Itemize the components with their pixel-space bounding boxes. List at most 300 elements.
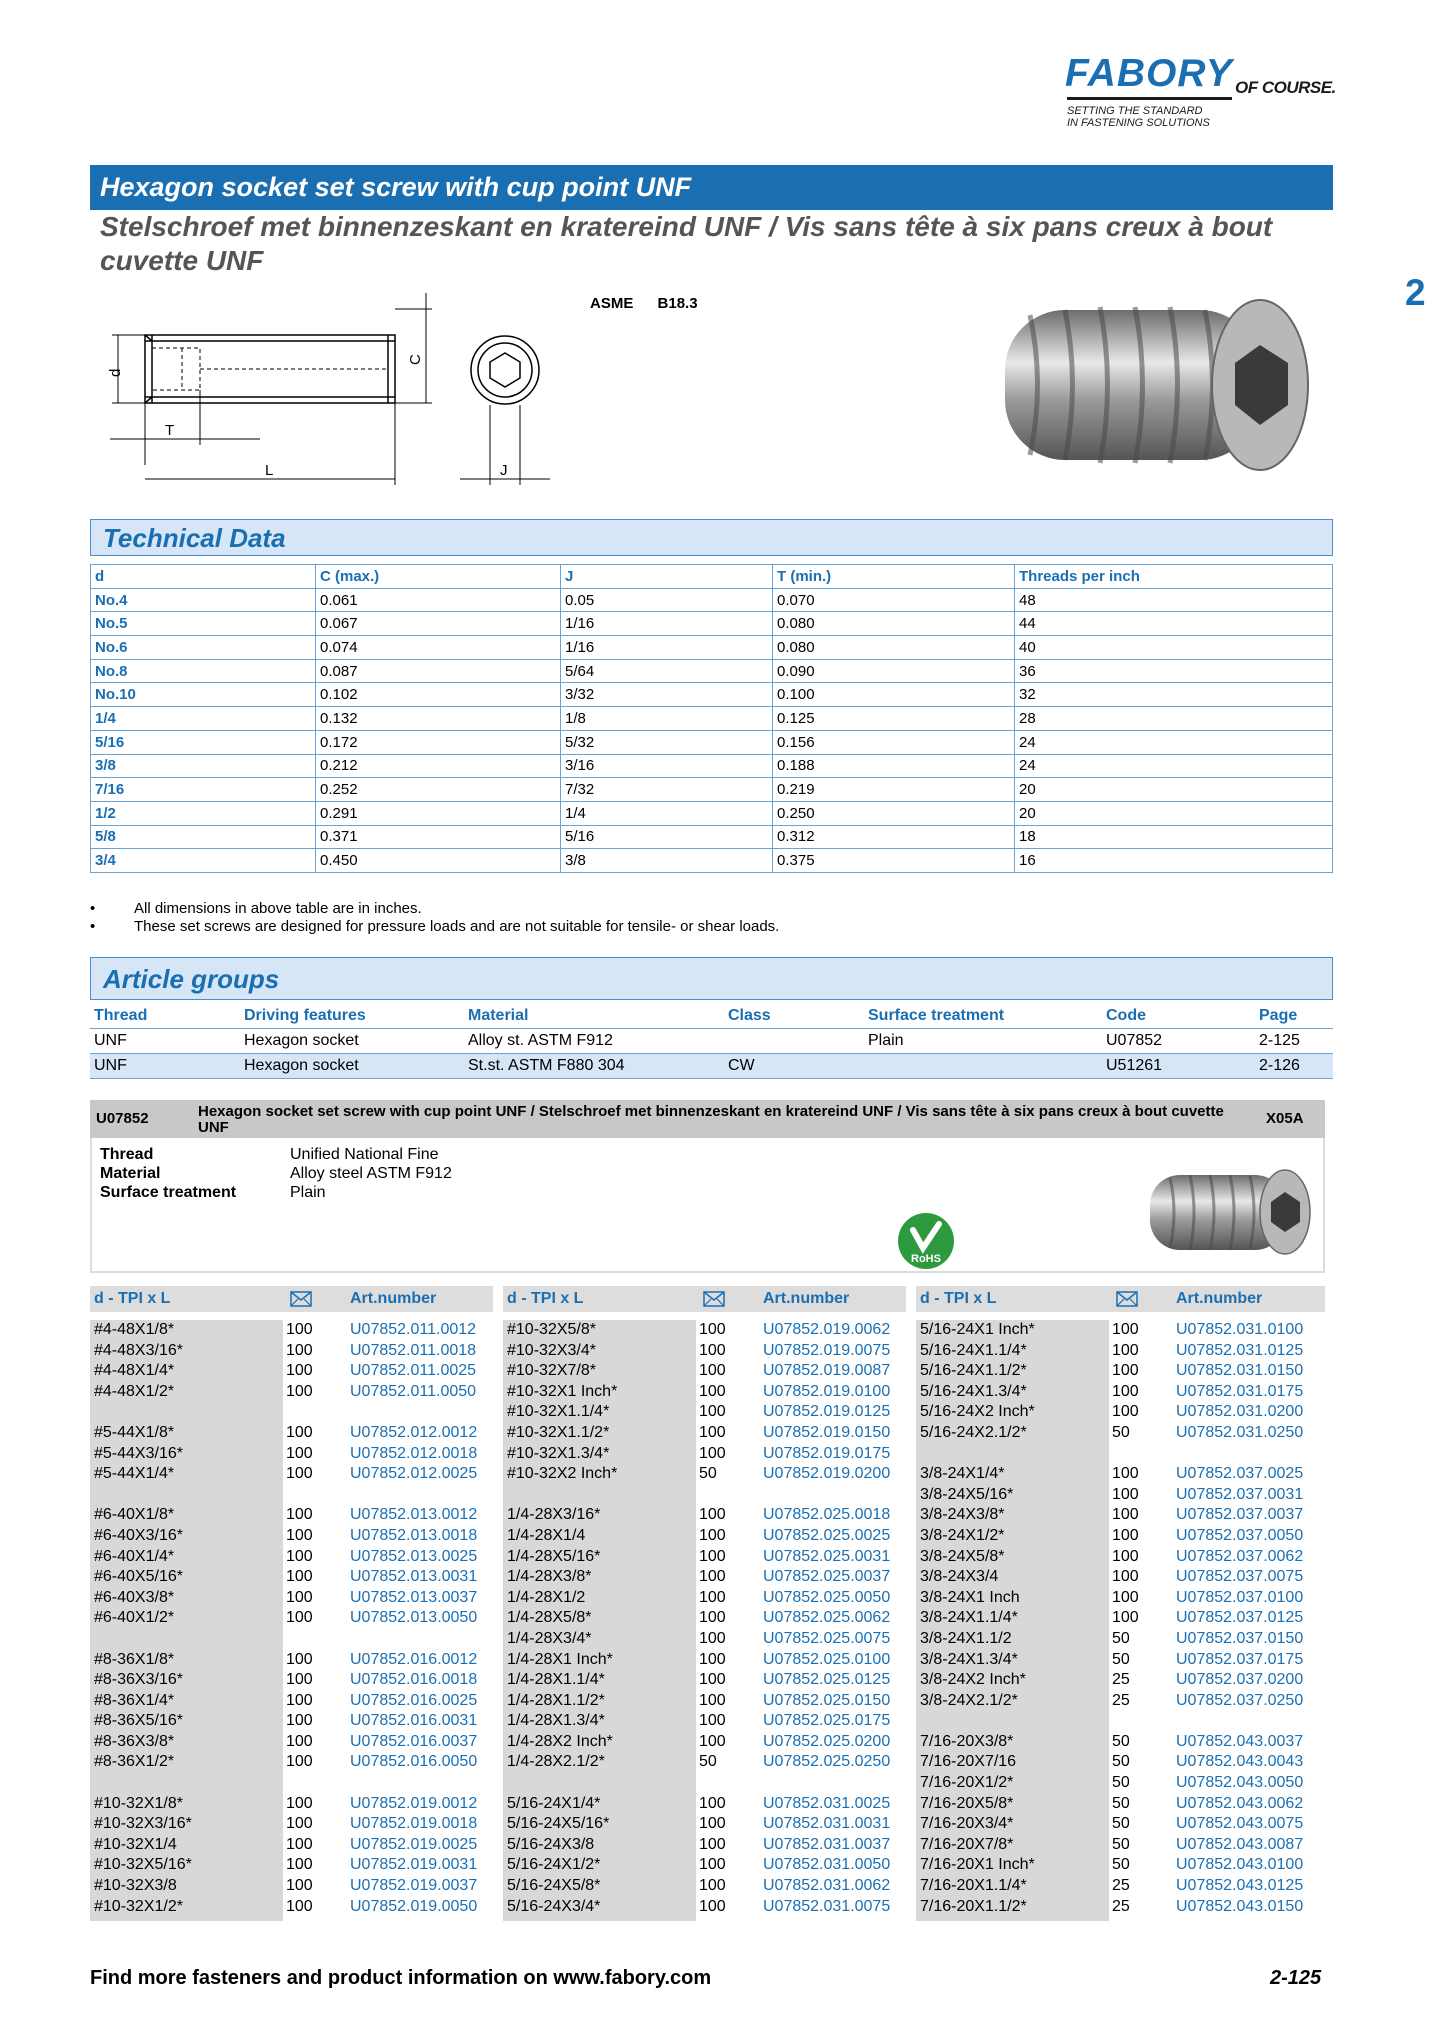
item-art-number-link[interactable]: U07852.031.0075: [763, 1897, 891, 1915]
article-list-column: [90, 1320, 493, 1917]
list-item[interactable]: [916, 1423, 1325, 1444]
product-properties: [100, 1145, 452, 1202]
list-item[interactable]: [503, 1835, 906, 1856]
item-art-number-link[interactable]: U07852.031.0250: [1176, 1423, 1304, 1441]
list-item[interactable]: [916, 1402, 1325, 1423]
item-art-number-link[interactable]: U07852.025.0250: [763, 1753, 891, 1771]
list-item[interactable]: [916, 1814, 1325, 1835]
item-quantity: 100: [286, 1712, 313, 1730]
list-item[interactable]: [90, 1855, 493, 1876]
table-cell: 3/8: [561, 849, 773, 873]
prop-key: Thread: [100, 1146, 154, 1163]
item-art-number-link[interactable]: U07852.037.0250: [1176, 1691, 1304, 1709]
item-quantity: 100: [286, 1382, 313, 1400]
list-item[interactable]: [916, 1752, 1325, 1773]
spacer-row: [503, 1485, 906, 1506]
item-art-number-link[interactable]: U07852.011.0050: [350, 1382, 477, 1400]
list-item[interactable]: [503, 1526, 906, 1547]
list-item[interactable]: [916, 1547, 1325, 1568]
item-art-number-link[interactable]: U07852.043.0087: [1176, 1835, 1304, 1853]
item-quantity: 100: [1112, 1506, 1139, 1524]
item-art-number-link[interactable]: U07852.043.0037: [1176, 1732, 1304, 1750]
table-cell: 0.067: [316, 612, 561, 636]
table-cell: 24: [1015, 754, 1333, 778]
item-art-number-link[interactable]: U07852.013.0025: [350, 1547, 478, 1565]
logo-rule: [1067, 97, 1232, 100]
item-art-number-link[interactable]: U07852.019.0150: [763, 1423, 891, 1441]
table-cell: No.4: [91, 588, 316, 612]
item-size: 3/8-24X1.3/4*: [920, 1650, 1018, 1668]
list-item[interactable]: [90, 1361, 493, 1382]
note-item: • These set screws are designed for pressure loads and are not suitable for tensile- or shear loads.: [90, 918, 779, 936]
item-size: 1/4-28X5/8*: [507, 1609, 592, 1627]
table-cell: UNF: [90, 1029, 240, 1054]
table-header-row: [91, 565, 1333, 589]
item-art-number-link[interactable]: U07852.031.0031: [763, 1815, 891, 1833]
table-cell: U51261: [1102, 1054, 1255, 1079]
item-art-number-link[interactable]: U07852.012.0025: [350, 1465, 478, 1483]
item-art-number-link[interactable]: U07852.037.0100: [1176, 1588, 1304, 1606]
technical-data-table: [90, 564, 1333, 873]
item-size: 3/8-24X2 Inch*: [920, 1671, 1026, 1689]
rohs-badge-icon: [895, 1210, 957, 1272]
table-cell: 1/16: [561, 612, 773, 636]
item-size: #5-44X3/16*: [94, 1444, 183, 1462]
item-art-number-link[interactable]: U07852.013.0031: [350, 1568, 478, 1586]
item-art-number-link[interactable]: U07852.037.0150: [1176, 1629, 1304, 1647]
item-quantity: 100: [699, 1815, 726, 1833]
list-item[interactable]: [916, 1876, 1325, 1897]
item-quantity: 100: [699, 1362, 726, 1380]
technical-drawing: [100, 285, 580, 495]
item-size: 7/16-20X5/8*: [920, 1794, 1014, 1812]
item-art-number-link[interactable]: U07852.016.0012: [350, 1650, 478, 1668]
list-item[interactable]: [503, 1402, 906, 1423]
item-art-number-link[interactable]: U07852.025.0125: [763, 1671, 891, 1689]
item-art-number-link[interactable]: U07852.016.0025: [350, 1691, 478, 1709]
table-cell: 7/32: [561, 778, 773, 802]
item-art-number-link[interactable]: U07852.043.0125: [1176, 1877, 1304, 1895]
item-size: #6-40X5/16*: [94, 1568, 183, 1586]
list-item[interactable]: [90, 1382, 493, 1403]
table-cell: 0.375: [773, 849, 1015, 873]
table-cell: 44: [1015, 612, 1333, 636]
item-size: 5/16-24X1 Inch*: [920, 1321, 1035, 1338]
list-item[interactable]: [916, 1670, 1325, 1691]
item-art-number-link[interactable]: U07852.037.0050: [1176, 1526, 1304, 1544]
list-item[interactable]: [90, 1320, 493, 1341]
item-size: 7/16-20X1/2*: [920, 1774, 1014, 1792]
list-item[interactable]: [90, 1444, 493, 1465]
list-item[interactable]: [916, 1464, 1325, 1485]
spacer-row: [916, 1444, 1325, 1465]
item-size: #6-40X1/4*: [94, 1547, 175, 1565]
item-size: 1/4-28X1/2: [507, 1588, 586, 1606]
item-art-number-link[interactable]: U07852.043.0150: [1176, 1897, 1304, 1915]
list-item[interactable]: [503, 1567, 906, 1588]
item-quantity: 100: [699, 1712, 726, 1730]
table-cell[interactable]: 2-126: [1255, 1054, 1333, 1079]
prop-key: Material: [100, 1165, 161, 1182]
table-cell: 0.291: [316, 801, 561, 825]
table-cell: 0.371: [316, 825, 561, 849]
list-item[interactable]: [90, 1526, 493, 1547]
list-item[interactable]: [90, 1691, 493, 1712]
item-art-number-link[interactable]: U07852.013.0037: [350, 1588, 478, 1606]
item-art-number-link[interactable]: U07852.031.0025: [763, 1794, 891, 1812]
item-art-number-link[interactable]: U07852.025.0062: [763, 1609, 891, 1627]
list-item[interactable]: [90, 1670, 493, 1691]
item-art-number-link[interactable]: U07852.019.0062: [763, 1321, 891, 1338]
item-size: #10-32X1 Inch*: [507, 1382, 618, 1400]
table-cell: No.5: [91, 612, 316, 636]
table-cell: Alloy st. ASTM F912: [464, 1029, 724, 1054]
item-quantity: 100: [699, 1691, 726, 1709]
item-quantity: 50: [699, 1465, 717, 1483]
column-header: Surface treatment: [864, 1004, 1102, 1029]
list-item[interactable]: [916, 1382, 1325, 1403]
list-item[interactable]: [503, 1444, 906, 1465]
table-row: [91, 636, 1333, 660]
item-size: 5/16-24X1/2*: [507, 1856, 601, 1874]
item-art-number-link[interactable]: U07852.037.0037: [1176, 1506, 1304, 1524]
item-art-number-link[interactable]: U07852.025.0037: [763, 1568, 891, 1586]
item-art-number-link[interactable]: U07852.013.0012: [350, 1506, 478, 1524]
item-quantity: 100: [1112, 1465, 1139, 1483]
item-quantity: 25: [1112, 1691, 1130, 1709]
table-cell: 1/8: [561, 707, 773, 731]
list-item[interactable]: [503, 1855, 906, 1876]
item-art-number-link[interactable]: U07852.037.0025: [1176, 1465, 1304, 1483]
item-quantity: 100: [286, 1423, 313, 1441]
technical-data-heading: Technical Data: [90, 519, 1333, 556]
item-size: 3/8-24X5/16*: [920, 1485, 1014, 1503]
table-cell: 7/16: [91, 778, 316, 802]
item-size: #5-44X1/8*: [94, 1423, 175, 1441]
item-quantity: 100: [286, 1547, 313, 1565]
list-item[interactable]: [90, 1423, 493, 1444]
list-item[interactable]: [90, 1876, 493, 1897]
list-item[interactable]: [503, 1505, 906, 1526]
art-number-column-header: Art.number: [763, 1290, 850, 1307]
item-quantity: 50: [699, 1753, 717, 1771]
item-quantity: 100: [1112, 1547, 1139, 1565]
item-size: #8-36X1/2*: [94, 1753, 175, 1771]
list-item[interactable]: [503, 1382, 906, 1403]
item-quantity: 100: [699, 1835, 726, 1853]
item-size: 1/4-28X3/4*: [507, 1629, 592, 1647]
list-item[interactable]: [916, 1485, 1325, 1506]
item-size: #5-44X1/4*: [94, 1465, 175, 1483]
item-art-number-link[interactable]: U07852.012.0012: [350, 1423, 478, 1441]
item-size: 5/16-24X2 Inch*: [920, 1403, 1035, 1421]
list-item[interactable]: [90, 1608, 493, 1629]
item-size: #10-32X1/4: [94, 1835, 177, 1853]
item-art-number-link[interactable]: U07852.019.0200: [763, 1465, 891, 1483]
item-quantity: 100: [699, 1588, 726, 1606]
list-item[interactable]: [503, 1876, 906, 1897]
list-item[interactable]: [503, 1547, 906, 1568]
prop-value: Alloy steel ASTM F912: [290, 1165, 452, 1182]
item-art-number-link[interactable]: U07852.043.0050: [1176, 1774, 1304, 1792]
table-cell: 0.070: [773, 588, 1015, 612]
table-cell: No.8: [91, 659, 316, 683]
item-quantity: 25: [1112, 1671, 1130, 1689]
item-art-number-link[interactable]: U07852.016.0037: [350, 1732, 478, 1750]
item-art-number-link[interactable]: U07852.019.0037: [350, 1877, 478, 1895]
table-row: [91, 612, 1333, 636]
item-quantity: 25: [1112, 1877, 1130, 1895]
item-art-number-link[interactable]: U07852.016.0031: [350, 1712, 478, 1730]
table-cell: 5/64: [561, 659, 773, 683]
list-item[interactable]: [503, 1361, 906, 1382]
list-item[interactable]: [916, 1732, 1325, 1753]
table-row[interactable]: [90, 1029, 1333, 1054]
item-size: 1/4-28X1.1/2*: [507, 1691, 605, 1709]
item-art-number-link[interactable]: U07852.019.0025: [350, 1835, 478, 1853]
envelope-icon: [703, 1291, 725, 1307]
item-art-number-link[interactable]: U07852.016.0018: [350, 1671, 478, 1689]
list-item[interactable]: [916, 1361, 1325, 1382]
list-item[interactable]: [916, 1588, 1325, 1609]
list-item[interactable]: [503, 1732, 906, 1753]
item-art-number-link[interactable]: U07852.012.0018: [350, 1444, 478, 1462]
item-art-number-link[interactable]: U07852.025.0050: [763, 1588, 891, 1606]
item-art-number-link[interactable]: U07852.031.0050: [763, 1856, 891, 1874]
list-item[interactable]: [503, 1320, 906, 1341]
list-item[interactable]: [90, 1732, 493, 1753]
item-art-number-link[interactable]: U07852.031.0125: [1176, 1341, 1304, 1359]
item-art-number-link[interactable]: U07852.043.0100: [1176, 1856, 1304, 1874]
column-header: d: [91, 565, 316, 589]
list-item[interactable]: [503, 1588, 906, 1609]
item-art-number-link[interactable]: U07852.037.0175: [1176, 1650, 1304, 1668]
item-art-number-link[interactable]: U07852.037.0125: [1176, 1609, 1304, 1627]
item-art-number-link[interactable]: U07852.025.0025: [763, 1526, 891, 1544]
table-cell: CW: [724, 1054, 864, 1079]
list-item[interactable]: [90, 1464, 493, 1485]
item-art-number-link[interactable]: U07852.025.0150: [763, 1691, 891, 1709]
item-art-number-link[interactable]: U07852.043.0043: [1176, 1753, 1304, 1771]
page-number: 2-125: [1270, 1967, 1322, 1989]
item-art-number-link[interactable]: U07852.031.0037: [763, 1835, 891, 1853]
list-item[interactable]: [916, 1794, 1325, 1815]
item-size: 7/16-20X1 Inch*: [920, 1856, 1035, 1874]
item-art-number-link[interactable]: U07852.043.0075: [1176, 1815, 1304, 1833]
item-quantity: 100: [286, 1341, 313, 1359]
table-cell: 3/8: [91, 754, 316, 778]
list-item[interactable]: [916, 1773, 1325, 1794]
item-art-number-link[interactable]: U07852.025.0075: [763, 1629, 891, 1647]
item-quantity: 100: [286, 1732, 313, 1750]
table-cell: St.st. ASTM F880 304: [464, 1054, 724, 1079]
item-art-number-link[interactable]: U07852.019.0012: [350, 1794, 478, 1812]
rohs-label: RoHS: [911, 1253, 941, 1265]
item-size: #10-32X3/4*: [507, 1341, 596, 1359]
list-item[interactable]: [90, 1588, 493, 1609]
list-item[interactable]: [503, 1691, 906, 1712]
table-cell: 0.061: [316, 588, 561, 612]
note-item: • All dimensions in above table are in inches.: [90, 900, 779, 918]
item-size: #8-36X3/8*: [94, 1732, 175, 1750]
item-art-number-link[interactable]: U07852.025.0031: [763, 1547, 891, 1565]
item-art-number-link[interactable]: U07852.013.0018: [350, 1526, 478, 1544]
table-cell: 1/2: [91, 801, 316, 825]
item-size: 7/16-20X7/8*: [920, 1835, 1014, 1853]
item-art-number-link[interactable]: U07852.037.0062: [1176, 1547, 1304, 1565]
item-quantity: 100: [699, 1568, 726, 1586]
list-item[interactable]: [916, 1320, 1325, 1341]
table-row: [91, 801, 1333, 825]
item-quantity: 100: [699, 1341, 726, 1359]
table-row[interactable]: [90, 1054, 1333, 1079]
item-quantity: 100: [1112, 1526, 1139, 1544]
item-size: 1/4-28X3/16*: [507, 1506, 601, 1524]
list-item[interactable]: [503, 1464, 906, 1485]
item-art-number-link[interactable]: U07852.037.0075: [1176, 1568, 1304, 1586]
item-quantity: 100: [286, 1506, 313, 1524]
item-quantity: 25: [1112, 1897, 1130, 1915]
item-art-number-link[interactable]: U07852.019.0018: [350, 1815, 478, 1833]
list-item[interactable]: [503, 1814, 906, 1835]
item-size: 5/16-24X1.1/2*: [920, 1362, 1027, 1380]
item-art-number-link[interactable]: U07852.019.0175: [763, 1444, 891, 1462]
item-art-number-link[interactable]: U07852.019.0100: [763, 1382, 891, 1400]
list-item[interactable]: [503, 1794, 906, 1815]
list-item[interactable]: [90, 1567, 493, 1588]
item-quantity: 100: [1112, 1485, 1139, 1503]
list-item[interactable]: [90, 1341, 493, 1362]
item-art-number-link[interactable]: U07852.013.0050: [350, 1609, 478, 1627]
item-art-number-link[interactable]: U07852.043.0062: [1176, 1794, 1304, 1812]
item-art-number-link[interactable]: U07852.031.0100: [1176, 1321, 1304, 1338]
item-size: 3/8-24X3/8*: [920, 1506, 1005, 1524]
item-size: #10-32X1/2*: [94, 1897, 183, 1915]
item-art-number-link[interactable]: U07852.037.0200: [1176, 1671, 1304, 1689]
logo-slogan: OF COURSE.: [1235, 78, 1336, 97]
item-quantity: 100: [1112, 1321, 1139, 1338]
item-art-number-link[interactable]: U07852.019.0087: [763, 1362, 891, 1380]
item-art-number-link[interactable]: U07852.011.0018: [350, 1341, 477, 1359]
item-quantity: 100: [286, 1321, 313, 1338]
item-size: #10-32X1.3/4*: [507, 1444, 610, 1462]
list-item[interactable]: [90, 1547, 493, 1568]
table-cell: 0.156: [773, 730, 1015, 754]
item-art-number-link[interactable]: U07852.025.0200: [763, 1732, 891, 1750]
list-item[interactable]: [916, 1835, 1325, 1856]
item-art-number-link[interactable]: U07852.031.0175: [1176, 1382, 1304, 1400]
item-art-number-link[interactable]: U07852.031.0200: [1176, 1403, 1304, 1421]
item-quantity: 100: [699, 1897, 726, 1915]
table-row: [91, 659, 1333, 683]
item-art-number-link[interactable]: U07852.019.0031: [350, 1856, 478, 1874]
list-item[interactable]: [916, 1855, 1325, 1876]
item-art-number-link[interactable]: U07852.016.0050: [350, 1753, 478, 1771]
table-cell: 40: [1015, 636, 1333, 660]
article-groups-heading: Article groups: [90, 957, 1333, 1000]
table-cell: Plain: [864, 1029, 1102, 1054]
list-item[interactable]: [503, 1608, 906, 1629]
item-size: #8-36X5/16*: [94, 1712, 183, 1730]
list-item[interactable]: [503, 1629, 906, 1650]
table-cell: Hexagon socket: [240, 1029, 464, 1054]
item-size: #10-32X2 Inch*: [507, 1465, 618, 1483]
prop-value: Unified National Fine: [290, 1146, 439, 1163]
item-size: #10-32X1.1/2*: [507, 1423, 610, 1441]
list-item[interactable]: [916, 1629, 1325, 1650]
item-quantity: 50: [1112, 1650, 1130, 1668]
item-size: #4-48X1/4*: [94, 1362, 175, 1380]
column-header: Material: [464, 1004, 724, 1029]
dim-c-label: C: [407, 354, 424, 365]
item-size: #10-32X1.1/4*: [507, 1403, 610, 1421]
list-item[interactable]: [503, 1670, 906, 1691]
item-size: #6-40X1/8*: [94, 1506, 175, 1524]
item-quantity: 50: [1112, 1794, 1130, 1812]
list-item[interactable]: [503, 1423, 906, 1444]
spacer-row: [90, 1485, 493, 1506]
item-art-number-link[interactable]: U07852.011.0025: [350, 1362, 477, 1380]
list-item[interactable]: [916, 1341, 1325, 1362]
list-item[interactable]: [90, 1835, 493, 1856]
list-item[interactable]: [503, 1897, 906, 1918]
item-size: 5/16-24X1.3/4*: [920, 1382, 1027, 1400]
list-item[interactable]: [503, 1752, 906, 1773]
table-row: [91, 730, 1333, 754]
list-item[interactable]: [916, 1567, 1325, 1588]
item-quantity: 100: [699, 1382, 726, 1400]
table-cell: 1/4: [561, 801, 773, 825]
item-art-number-link[interactable]: U07852.025.0175: [763, 1712, 891, 1730]
item-art-number-link[interactable]: U07852.031.0150: [1176, 1362, 1304, 1380]
prop-row: [100, 1164, 452, 1183]
list-item[interactable]: [90, 1505, 493, 1526]
table-cell[interactable]: 2-125: [1255, 1029, 1333, 1054]
list-item[interactable]: [916, 1691, 1325, 1712]
item-art-number-link[interactable]: U07852.019.0125: [763, 1403, 891, 1421]
item-art-number-link[interactable]: U07852.019.0075: [763, 1341, 891, 1359]
list-item[interactable]: [916, 1505, 1325, 1526]
item-art-number-link[interactable]: U07852.025.0100: [763, 1650, 891, 1668]
list-item[interactable]: [90, 1752, 493, 1773]
spacer-row: [90, 1629, 493, 1650]
envelope-icon: [1116, 1291, 1138, 1307]
list-item[interactable]: [916, 1526, 1325, 1547]
list-item[interactable]: [90, 1897, 493, 1918]
list-item[interactable]: [916, 1897, 1325, 1918]
list-item[interactable]: [90, 1650, 493, 1671]
list-item[interactable]: [503, 1650, 906, 1671]
list-item[interactable]: [90, 1711, 493, 1732]
list-item[interactable]: [916, 1608, 1325, 1629]
product-code: U07852: [96, 1110, 149, 1127]
list-item[interactable]: [90, 1794, 493, 1815]
list-item[interactable]: [90, 1814, 493, 1835]
table-cell: 5/16: [561, 825, 773, 849]
item-art-number-link[interactable]: U07852.031.0062: [763, 1877, 891, 1895]
item-quantity: 50: [1112, 1774, 1130, 1792]
table-cell: 5/8: [91, 825, 316, 849]
item-art-number-link[interactable]: U07852.019.0050: [350, 1897, 478, 1915]
list-item[interactable]: [916, 1650, 1325, 1671]
list-item[interactable]: [503, 1711, 906, 1732]
item-art-number-link[interactable]: U07852.025.0018: [763, 1506, 891, 1524]
item-art-number-link[interactable]: U07852.011.0012: [350, 1321, 477, 1338]
envelope-icon: [290, 1291, 312, 1307]
item-size: 1/4-28X3/8*: [507, 1568, 592, 1586]
item-art-number-link[interactable]: U07852.037.0031: [1176, 1485, 1304, 1503]
list-item[interactable]: [503, 1341, 906, 1362]
